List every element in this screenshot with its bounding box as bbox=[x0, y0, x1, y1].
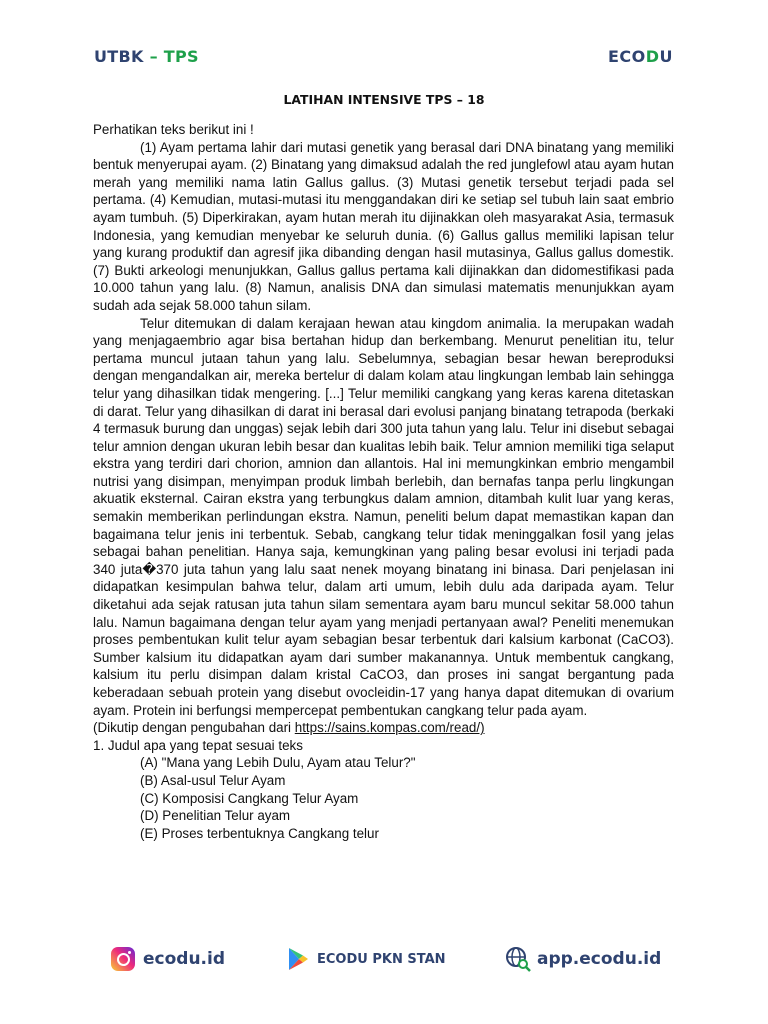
brand-tps: TPS bbox=[163, 47, 199, 66]
option-c[interactable]: (C) Komposisi Cangkang Telur Ayam bbox=[140, 790, 359, 806]
footer-web[interactable] bbox=[505, 944, 661, 974]
instagram-icon bbox=[111, 947, 135, 971]
web-address: app.ecodu.id bbox=[537, 949, 662, 969]
option-b[interactable]: (B) Asal-usul Telur Ayam bbox=[140, 772, 286, 788]
paragraph-1: (1) Ayam pertama lahir dari mutasi genetik yang berasal dari DNA binatang yang memiliki bentuk menyerupai ayam. (2) Binatang yang dimaksud adalah the red junglefowl atau ayam hutan merah yang memiliki nama latin Gallus gallus. (3) Mutasi genetik tersebut terjadi pada sel pertama. (4) Kemudian, mutasi-mutasi itu menggandakan diri ke setiap sel tubuh lain saat embrio ayam tumbuh. (5) Diperkirakan, ayam hutan merah itu dijinakkan oleh masyarakat Asia, termasuk Indonesia, yang kemudian menyebar ke seluruh dunia. (6) Gallus gallus memiliki lapisan telur yang kurang produktif dan agresif jika dibanding dengan hasil mutasinya, Gallus gallus domestik. (7) Bukti arkeologi menunjukkan, Gallus gallus pertama kali dijinakkan dan didomestifikasi pada 10.000 tahun yang lalu. (8) Namun, analisis DNA dan simulasi matematis menunjukkan ayam sudah ada sejak 58.000 tahun silam. bbox=[93, 139, 674, 313]
citation bbox=[93, 719, 674, 737]
header-brand-right-logo bbox=[608, 47, 673, 66]
citation-prefix: (Dikutip dengan pengubahan dari bbox=[93, 720, 295, 736]
logo-eco: ECO bbox=[607, 47, 646, 66]
brand-separator: – bbox=[143, 47, 164, 66]
playstore-name: ECODU PKN STAN bbox=[317, 951, 446, 967]
intro-text: Perhatikan teks berikut ini ! bbox=[93, 122, 254, 137]
logo-u: U bbox=[659, 47, 673, 66]
page-title: LATIHAN INTENSIVE TPS – 18 bbox=[283, 92, 485, 107]
brand-utbk: UTBK bbox=[94, 47, 144, 66]
paragraph-2: Telur ditemukan di dalam kerajaan hewan atau kingdom animalia. Ia merupakan wadah yang menjagaembrio agar bisa bertahan hidup dan berkembang. Menurut penelitian itu, telur pertama muncul jutaan tahun yang lalu. Sebelumnya, sebagian besar hewan bereproduksi dengan mengandalkan air, mereka bertelur di dalam kolam atau lingkungan lembab lain sehingga telur yang dihasilkan tidak mengering. [...] Telur memiliki cangkang yang keras karena ditetaskan di darat. Telur yang dihasilkan di darat ini berasal dari evolusi panjang binatang tetrapoda (berkaki 4 termasuk burung dan unggas) sejak lebih dari 300 juta tahun yang lalu. Telur ini disebut sebagai telur amnion dengan ukuran lebih besar dan kualitas lebih baik. Telur amnion memiliki tiga selaput ekstra yang terdiri dari chorion, amnion dan allantois. Hal ini memungkinkan embrio mengambil nutrisi yang disimpan, menyimpan produk limbah berlebih, dan bernafas tanpa perlu lingkungan akuatik eksternal. Cairan ekstra yang terbungkus dalam amnion, ditambah kulit luar yang keras, semakin memberikan perlindungan ekstra. Namun, peneliti belum dapat memastikan kapan dan bagaimana telur jenis ini terbentuk. Sebab, cangkang telur tidak meninggalkan fosil yang jelas sebagai bahan penelitian. Hanya saja, kemungkinan yang paling besar evolusi ini terjadi pada 340 juta�370 juta tahun yang lalu saat nenek moyang binatang ini binasa. Dari penjelasan ini didapatkan kesimpulan bahwa telur, dalam arti umum, lebih dulu ada daripada ayam. Telur diketahui ada sejak ratusan juta tahun silam sementara ayam baru muncul sekitar 58.000 tahun lalu. Namun bagaimana dengan telur ayam yang menjadi pertanyaan awal? Peneliti menemukan proses pembentukan kulit telur ayam sebagian besar terbentuk dari kalsium karbonat (CaCO3). Sumber kalsium itu didapatkan ayam dari sumber makanannya. Untuk membentuk cangkang, kalsium itu perlu disimpan dalam kristal CaCO3, dan proses ini sangat bergantung pada keberadaan sebuah protein yang disebut ovocleidin-17 yang hanya dapat ditemukan di ovarium ayam. Protein ini berfungsi mempercepat pembentukan cangkang telur pada ayam. bbox=[93, 315, 674, 718]
instagram-handle: ecodu.id bbox=[143, 949, 226, 969]
footer-playstore[interactable] bbox=[287, 944, 446, 974]
play-store-icon bbox=[287, 947, 309, 971]
document-content bbox=[93, 121, 674, 842]
question-text: 1. Judul apa yang tepat sesuai teks bbox=[93, 737, 303, 753]
option-d[interactable]: (D) Penelitian Telur ayam bbox=[140, 808, 291, 824]
globe-search-icon bbox=[505, 946, 531, 972]
footer bbox=[0, 944, 768, 974]
header-brand-left bbox=[94, 47, 199, 66]
logo-d: D bbox=[645, 47, 660, 66]
option-a[interactable]: (A) "Mana yang Lebih Dulu, Ayam atau Telur?" bbox=[140, 755, 416, 771]
footer-instagram[interactable] bbox=[111, 944, 225, 974]
option-e[interactable]: (E) Proses terbentuknya Cangkang telur bbox=[140, 825, 379, 841]
answer-options bbox=[93, 754, 674, 842]
citation-link[interactable]: https://sains.kompas.com/read/) bbox=[294, 720, 485, 736]
